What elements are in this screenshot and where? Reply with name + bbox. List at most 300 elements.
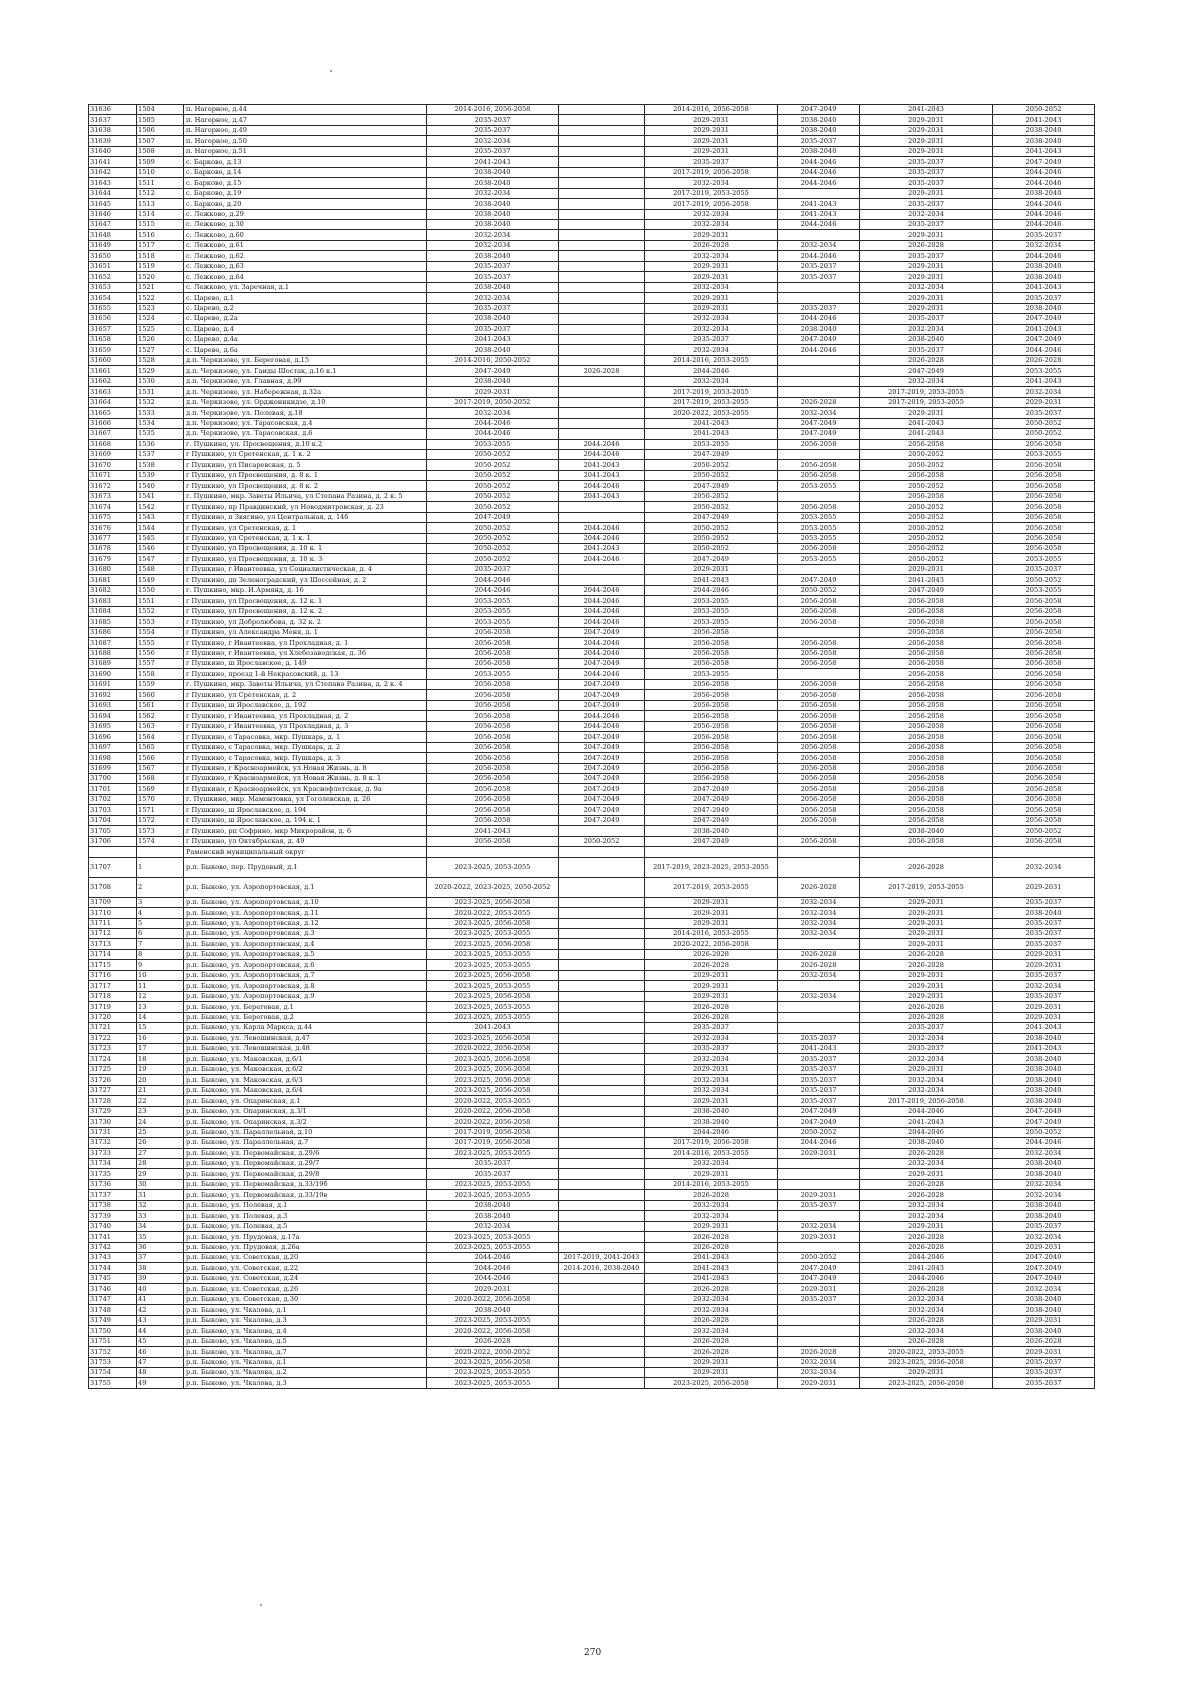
table-row (89, 167, 1095, 177)
cell-period-2 (559, 1200, 645, 1210)
cell-period-4: 2026-2028 (778, 949, 860, 959)
cell-period-5: 2056-2058 (860, 774, 993, 784)
cell-address: р.п. Быково, ул. Чкалова, д.4 (184, 1326, 427, 1336)
cell-period-1: 2044-2046 (427, 429, 559, 439)
cell-address: р.п. Быково, ул. Карла Маркса, д.44 (184, 1023, 427, 1033)
cell-period-4: 2041-2043 (778, 209, 860, 219)
cell-row-number: 31687 (89, 638, 137, 648)
cell-period-6: 2047-2049 (993, 314, 1095, 324)
cell-period-5: 2050-2052 (860, 460, 993, 470)
cell-period-3: 2029-2031 (645, 970, 778, 980)
cell-period-6: 2035-2037 (993, 408, 1095, 418)
cell-period-6: 2032-2034 (993, 1148, 1095, 1158)
cell-period-6: 2038-2040 (993, 1200, 1095, 1210)
cell-row-number: 31671 (89, 470, 137, 480)
cell-period-2 (559, 397, 645, 407)
cell-address: р.п. Быково, ул. Первомайская, д.29/7 (184, 1158, 427, 1168)
cell-period-1: 2017-2019, 2050-2052 (427, 397, 559, 407)
cell-period-6: 2056-2058 (993, 502, 1095, 512)
cell-address: р.п. Быково, ул. Полевая, д.3 (184, 1211, 427, 1221)
cell-item-number: 16 (137, 1033, 184, 1043)
cell-period-4: 2044-2046 (778, 251, 860, 261)
cell-row-number: 31707 (89, 857, 137, 877)
cell-period-2 (559, 1148, 645, 1158)
cell-period-2 (559, 125, 645, 135)
cell-period-6: 2053-2055 (993, 554, 1095, 564)
cell-period-4: 2026-2028 (778, 1347, 860, 1357)
cell-item-number: 1520 (137, 272, 184, 282)
cell-item-number: 1526 (137, 334, 184, 344)
cell-period-5: 2056-2058 (860, 721, 993, 731)
table-row (89, 1284, 1095, 1294)
cell-address: г Пушкино, дп Зеленоградский, ул Шоссейная, д. 2 (184, 575, 427, 585)
cell-period-3: 2056-2058 (645, 648, 778, 658)
cell-item-number: 12 (137, 991, 184, 1001)
cell-period-1: 2050-2052 (427, 554, 559, 564)
cell-period-4: 2044-2046 (778, 314, 860, 324)
cell-row-number: 31655 (89, 303, 137, 313)
cell-item-number: 45 (137, 1336, 184, 1346)
cell-period-3: 2056-2058 (645, 763, 778, 773)
cell-period-5: 2056-2058 (860, 836, 993, 846)
cell-period-6: 2035-2037 (993, 991, 1095, 1001)
cell-period-5: 2026-2028 (860, 1012, 993, 1022)
cell-period-6: 2047-2049 (993, 1263, 1095, 1273)
cell-row-number: 31659 (89, 345, 137, 355)
cell-period-5: 2017-2019, 2053-2055 (860, 387, 993, 397)
cell-period-1: 2023-2025, 2053-2055 (427, 981, 559, 991)
cell-period-6: 2050-2052 (993, 826, 1095, 836)
cell-address: р.п. Быково, ул. Аэропортовская, д.10 (184, 897, 427, 907)
table-row (89, 960, 1095, 970)
cell-period-2 (559, 1169, 645, 1179)
cell-period-2 (559, 408, 645, 418)
cell-period-1: 2056-2058 (427, 836, 559, 846)
table-row (89, 554, 1095, 564)
table-row (89, 470, 1095, 480)
cell-period-2 (559, 334, 645, 344)
cell-period-5: 2023-2025, 2056-2058 (860, 1357, 993, 1367)
cell-period-6: 2038-2040 (993, 188, 1095, 198)
table-row (89, 199, 1095, 209)
cell-row-number: 31735 (89, 1169, 137, 1179)
cell-period-1: 2038-2040 (427, 167, 559, 177)
cell-period-5: 2029-2031 (860, 146, 993, 156)
table-row (89, 1127, 1095, 1137)
cell-item-number: 38 (137, 1263, 184, 1273)
cell-period-6: 2032-2034 (993, 1190, 1095, 1200)
cell-period-3: 2026-2028 (645, 1242, 778, 1252)
cell-period-6: 2038-2040 (993, 1064, 1095, 1074)
cell-period-2 (559, 272, 645, 282)
table-row (89, 690, 1095, 700)
cell-address: г Пушкино, г Красноармейск, ул Краснофлотская, д. 9а (184, 784, 427, 794)
cell-period-6: 2056-2058 (993, 815, 1095, 825)
cell-period-6: 2056-2058 (993, 742, 1095, 752)
cell-address: р.п. Быково, ул. Аэропортовская, д.12 (184, 918, 427, 928)
cell-item-number: 1523 (137, 303, 184, 313)
cell-item-number: 1541 (137, 491, 184, 501)
cell-row-number: 31696 (89, 732, 137, 742)
cell-period-5: 2029-2031 (860, 991, 993, 1001)
cell-item-number: 1505 (137, 115, 184, 125)
cell-item-number: 1514 (137, 209, 184, 219)
cell-period-5: 2023-2025, 2056-2058 (860, 1378, 993, 1388)
cell-row-number: 31693 (89, 700, 137, 710)
cell-period-2 (559, 324, 645, 334)
cell-row-number: 31661 (89, 366, 137, 376)
cell-row-number: 31640 (89, 146, 137, 156)
cell-period-5: 2035-2037 (860, 219, 993, 229)
cell-item-number: 1568 (137, 774, 184, 784)
cell-period-2 (559, 1284, 645, 1294)
cell-item-number: 1560 (137, 690, 184, 700)
cell-period-2: 2047-2049 (559, 794, 645, 804)
cell-period-3: 2029-2031 (645, 303, 778, 313)
cell-address: п. Нагорное, д.44 (184, 105, 427, 115)
cell-item-number: 1547 (137, 554, 184, 564)
cell-period-4 (778, 366, 860, 376)
cell-row-number: 31691 (89, 679, 137, 689)
cell-row-number: 31720 (89, 1012, 137, 1022)
table-row (89, 230, 1095, 240)
cell-period-1: 2050-2052 (427, 523, 559, 533)
cell-period-4: 2056-2058 (778, 836, 860, 846)
cell-period-2: 2044-2046 (559, 721, 645, 731)
cell-period-1: 2050-2052 (427, 470, 559, 480)
cell-period-2 (559, 857, 645, 877)
cell-period-5: 2026-2028 (860, 1190, 993, 1200)
cell-period-2: 2044-2046 (559, 533, 645, 543)
cell-address: р.п. Быково, ул. Маковская, д.6/4 (184, 1085, 427, 1095)
cell-period-5: 2035-2037 (860, 251, 993, 261)
cell-period-1: 2023-2025, 2056-2058 (427, 1085, 559, 1095)
cell-period-4 (778, 1012, 860, 1022)
cell-period-4: 2056-2058 (778, 774, 860, 784)
cell-period-5: 2056-2058 (860, 690, 993, 700)
cell-row-number: 31740 (89, 1221, 137, 1231)
cell-period-4: 2056-2058 (778, 690, 860, 700)
cell-row-number: 31727 (89, 1085, 137, 1095)
cell-period-5: 2056-2058 (860, 784, 993, 794)
cell-period-6: 2047-2049 (993, 1106, 1095, 1116)
cell-row-number: 31645 (89, 199, 137, 209)
cell-period-1: 2056-2058 (427, 721, 559, 731)
cell-address: с. Царево, д.6а (184, 345, 427, 355)
cell-period-2 (559, 1273, 645, 1283)
table-row (89, 877, 1095, 897)
cell-address: р.п. Быково, ул. Левошинская, д.48 (184, 1043, 427, 1053)
cell-period-6: 2047-2049 (993, 334, 1095, 344)
cell-row-number: 31729 (89, 1106, 137, 1116)
cell-item-number: 1558 (137, 669, 184, 679)
cell-row-number: 31664 (89, 397, 137, 407)
cell-item-number: 35 (137, 1232, 184, 1242)
cell-address: р.п. Быково, ул. Маковская, д.6/1 (184, 1054, 427, 1064)
cell-period-2 (559, 1106, 645, 1116)
cell-row-number: 31675 (89, 512, 137, 522)
cell-item-number: 13 (137, 1002, 184, 1012)
table-row (89, 784, 1095, 794)
cell-period-5: 2035-2037 (860, 157, 993, 167)
cell-address: с. Барково, д.13 (184, 157, 427, 167)
cell-period-3: 2032-2034 (645, 282, 778, 292)
cell-address: г Пушкино, ул Сретенская, д. 1 к. 2 (184, 449, 427, 459)
cell-period-4 (778, 1305, 860, 1315)
cell-period-2 (559, 1315, 645, 1325)
cell-address: р.п. Быково, ул. Опаринская, д.3/1 (184, 1106, 427, 1116)
cell-period-2 (559, 251, 645, 261)
cell-row-number: 31650 (89, 251, 137, 261)
cell-period-4: 2047-2049 (778, 575, 860, 585)
cell-item-number: 11 (137, 981, 184, 991)
cell-period-6: 2044-2046 (993, 251, 1095, 261)
cell-item-number: 1564 (137, 732, 184, 742)
cell-period-2 (559, 1378, 645, 1388)
cell-period-6: 2053-2055 (993, 366, 1095, 376)
cell-item-number: 1517 (137, 240, 184, 250)
cell-address: г Пушкино, г Ивантеевка, ул Прохладная, д. 3 (184, 721, 427, 731)
cell-period-1: 2026-2028 (427, 1336, 559, 1346)
cell-item-number: 1552 (137, 606, 184, 616)
cell-item-number: 1548 (137, 564, 184, 574)
table-row (89, 1043, 1095, 1053)
cell-period-5: 2026-2028 (860, 960, 993, 970)
cell-period-5: 2047-2049 (860, 366, 993, 376)
cell-row-number: 31710 (89, 908, 137, 918)
cell-period-3: 2056-2058 (645, 690, 778, 700)
table-row (89, 638, 1095, 648)
cell-period-2 (559, 105, 645, 115)
cell-period-1: 2020-2022, 2023-2025, 2050-2052 (427, 877, 559, 897)
cell-period-5: 2056-2058 (860, 439, 993, 449)
cell-period-6: 2041-2043 (993, 282, 1095, 292)
cell-period-3: 2032-2034 (645, 1200, 778, 1210)
cell-row-number: 31704 (89, 815, 137, 825)
cell-period-4: 2056-2058 (778, 763, 860, 773)
cell-period-1: 2056-2058 (427, 763, 559, 773)
cell-period-6: 2032-2034 (993, 240, 1095, 250)
cell-period-2 (559, 939, 645, 949)
cell-address: р.п. Быково, ул. Чкалова, д.2 (184, 1368, 427, 1378)
cell-period-4 (778, 1242, 860, 1252)
cell-period-6: 2044-2046 (993, 178, 1095, 188)
cell-period-5: 2029-2031 (860, 188, 993, 198)
cell-period-5: 2032-2034 (860, 1326, 993, 1336)
cell-period-6: 2056-2058 (993, 596, 1095, 606)
cell-period-5: 2029-2031 (860, 1064, 993, 1074)
cell-period-2 (559, 1368, 645, 1378)
cell-item-number: 26 (137, 1138, 184, 1148)
cell-period-2 (559, 230, 645, 240)
cell-address: г Пушкино, ул Просвещения, д. 12 к. 2 (184, 606, 427, 616)
cell-period-6: 2038-2040 (993, 1169, 1095, 1179)
cell-row-number: 31730 (89, 1117, 137, 1127)
cell-period-2 (559, 1190, 645, 1200)
cell-period-4: 2056-2058 (778, 721, 860, 731)
cell-item-number: 22 (137, 1096, 184, 1106)
table-row (89, 753, 1095, 763)
cell-period-6: 2041-2043 (993, 1043, 1095, 1053)
table-row (89, 272, 1095, 282)
cell-period-3: 2032-2034 (645, 1211, 778, 1221)
cell-item-number: 1571 (137, 805, 184, 815)
cell-address: с. Лежково, д.63 (184, 261, 427, 271)
cell-period-5: 2056-2058 (860, 648, 993, 658)
cell-address: р.п. Быково, ул. Аэропортовская, д.9 (184, 991, 427, 1001)
table-row (89, 105, 1095, 115)
cell-address: р.п. Быково, ул. Чкалова, д.5 (184, 1336, 427, 1346)
cell-period-1: 2044-2046 (427, 585, 559, 595)
cell-period-3: 2026-2028 (645, 1232, 778, 1242)
cell-period-2: 2044-2046 (559, 554, 645, 564)
cell-item-number: 21 (137, 1085, 184, 1095)
cell-period-2: 2044-2046 (559, 585, 645, 595)
cell-item-number: 48 (137, 1368, 184, 1378)
cell-period-3: 2026-2028 (645, 1284, 778, 1294)
table-row (89, 324, 1095, 334)
cell-period-4: 2056-2058 (778, 700, 860, 710)
cell-period-4: 2035-2037 (778, 1200, 860, 1210)
cell-period-6: 2029-2031 (993, 1242, 1095, 1252)
cell-period-5: 2026-2028 (860, 1284, 993, 1294)
cell-period-5: 2056-2058 (860, 491, 993, 501)
cell-period-2: 2044-2046 (559, 617, 645, 627)
cell-period-5: 2026-2028 (860, 1336, 993, 1346)
cell-address: п. Нагорное, д.51 (184, 146, 427, 156)
cell-period-6: 2056-2058 (993, 606, 1095, 616)
cell-period-3: 2035-2037 (645, 157, 778, 167)
cell-period-6: 2038-2040 (993, 1096, 1095, 1106)
cell-period-4 (778, 1169, 860, 1179)
cell-period-4: 2035-2037 (778, 303, 860, 313)
cell-period-6: 2038-2040 (993, 125, 1095, 135)
cell-period-4: 2035-2037 (778, 1294, 860, 1304)
cell-period-6: 2035-2037 (993, 1357, 1095, 1367)
cell-period-4: 2035-2037 (778, 272, 860, 282)
cell-period-5: 2026-2028 (860, 1315, 993, 1325)
cell-period-6: 2056-2058 (993, 774, 1095, 784)
cell-period-5: 2035-2037 (860, 314, 993, 324)
cell-address: г. Пушкино, мкр. Мамонтовка, ул Гоголевская, д. 26 (184, 794, 427, 804)
cell-period-3: 2029-2031 (645, 918, 778, 928)
cell-address: г Пушкино, с Тарасовка, мкр. Пушкарь, д. 2 (184, 742, 427, 752)
cell-period-2 (559, 1023, 645, 1033)
cell-period-1: 2041-2043 (427, 334, 559, 344)
cell-item-number: 49 (137, 1378, 184, 1388)
cell-period-4: 2056-2058 (778, 784, 860, 794)
cell-period-3: 2047-2049 (645, 481, 778, 491)
cell-period-6: 2035-2037 (993, 293, 1095, 303)
cell-period-1: 2023-2025, 2053-2055 (427, 1242, 559, 1252)
cell-period-5: 2041-2043 (860, 418, 993, 428)
cell-address: г Пушкино, г Ивантеевка, ул Прохладная, д. 1 (184, 638, 427, 648)
cell-item-number: 42 (137, 1305, 184, 1315)
cell-period-5: 2032-2034 (860, 1211, 993, 1221)
cell-period-5: 2032-2034 (860, 376, 993, 386)
cell-period-2 (559, 1085, 645, 1095)
cell-period-2: 2047-2049 (559, 732, 645, 742)
cell-period-3: 2056-2058 (645, 753, 778, 763)
cell-item-number: 1522 (137, 293, 184, 303)
cell-row-number: 31643 (89, 178, 137, 188)
cell-address: р.п. Быково, ул. Чкалова, д.1 (184, 1305, 427, 1315)
cell-address: р.п. Быково, ул. Аэропортовская, д.4 (184, 939, 427, 949)
cell-period-6: 2026-2028 (993, 1336, 1095, 1346)
cell-period-6: 2047-2049 (993, 157, 1095, 167)
cell-period-2: 2047-2049 (559, 805, 645, 815)
cell-period-1: 2029-2031 (427, 387, 559, 397)
cell-address: г Пушкино, ул Просвещения, д. 8 к. 1 (184, 470, 427, 480)
cell-period-3: 2014-2016, 2053-2055 (645, 928, 778, 938)
cell-period-6: 2056-2058 (993, 711, 1095, 721)
cell-period-6: 2056-2058 (993, 753, 1095, 763)
cell-period-4: 2026-2028 (778, 960, 860, 970)
table-row (89, 115, 1095, 125)
cell-period-6: 2038-2040 (993, 1075, 1095, 1085)
cell-period-1: 2056-2058 (427, 679, 559, 689)
cell-period-4 (778, 355, 860, 365)
cell-address: р.п. Быково, ул. Береговая, д.1 (184, 1002, 427, 1012)
table-row (89, 345, 1095, 355)
cell-period-4 (778, 293, 860, 303)
cell-period-3: 2029-2031 (645, 115, 778, 125)
cell-row-number: 31717 (89, 981, 137, 991)
cell-period-5: 2029-2031 (860, 564, 993, 574)
cell-item-number: 1511 (137, 178, 184, 188)
cell-row-number: 31702 (89, 794, 137, 804)
cell-address: г Пушкино, ул Сретенская, д. 2 (184, 690, 427, 700)
cell-period-1: 2020-2022, 2050-2052 (427, 1347, 559, 1357)
cell-period-1: 2044-2046 (427, 1273, 559, 1283)
table-row (89, 815, 1095, 825)
cell-period-1: 2035-2037 (427, 564, 559, 574)
cell-period-1: 2023-2025, 2053-2055 (427, 949, 559, 959)
cell-period-4 (778, 376, 860, 386)
cell-row-number: 31736 (89, 1179, 137, 1189)
cell-address: р.п. Быково, ул. Аэропортовская, д.6 (184, 960, 427, 970)
cell-address: р.п. Быково, ул. Полевая, д.1 (184, 1200, 427, 1210)
cell-address: д.п. Черкизово, ул. Тарасовская, д.6 (184, 429, 427, 439)
cell-item-number: 31 (137, 1190, 184, 1200)
cell-period-4 (778, 627, 860, 637)
table-row (89, 418, 1095, 428)
cell-period-3: 2026-2028 (645, 1347, 778, 1357)
cell-period-6: 2044-2046 (993, 167, 1095, 177)
cell-row-number: 31669 (89, 449, 137, 459)
table-row (89, 1169, 1095, 1179)
cell-period-1: 2023-2025, 2056-2058 (427, 1357, 559, 1367)
cell-item-number: 37 (137, 1253, 184, 1263)
cell-period-4: 2044-2046 (778, 345, 860, 355)
cell-address: с. Лежково, д.60 (184, 230, 427, 240)
table-row (89, 188, 1095, 198)
cell-item-number: 1519 (137, 261, 184, 271)
cell-period-5: 2029-2031 (860, 136, 993, 146)
cell-item-number: 1531 (137, 387, 184, 397)
table-row (89, 721, 1095, 731)
cell-item-number: 1574 (137, 836, 184, 846)
cell-item-number: 1566 (137, 753, 184, 763)
cell-row-number: 31699 (89, 763, 137, 773)
cell-period-4 (778, 1158, 860, 1168)
cell-item-number: 1529 (137, 366, 184, 376)
cell-period-6: 2041-2043 (993, 146, 1095, 156)
cell-period-3: 2017-2019, 2023-2025, 2053-2055 (645, 857, 778, 877)
cell-period-1: 2047-2049 (427, 512, 559, 522)
cell-item-number: 1551 (137, 596, 184, 606)
cell-item-number: 39 (137, 1273, 184, 1283)
